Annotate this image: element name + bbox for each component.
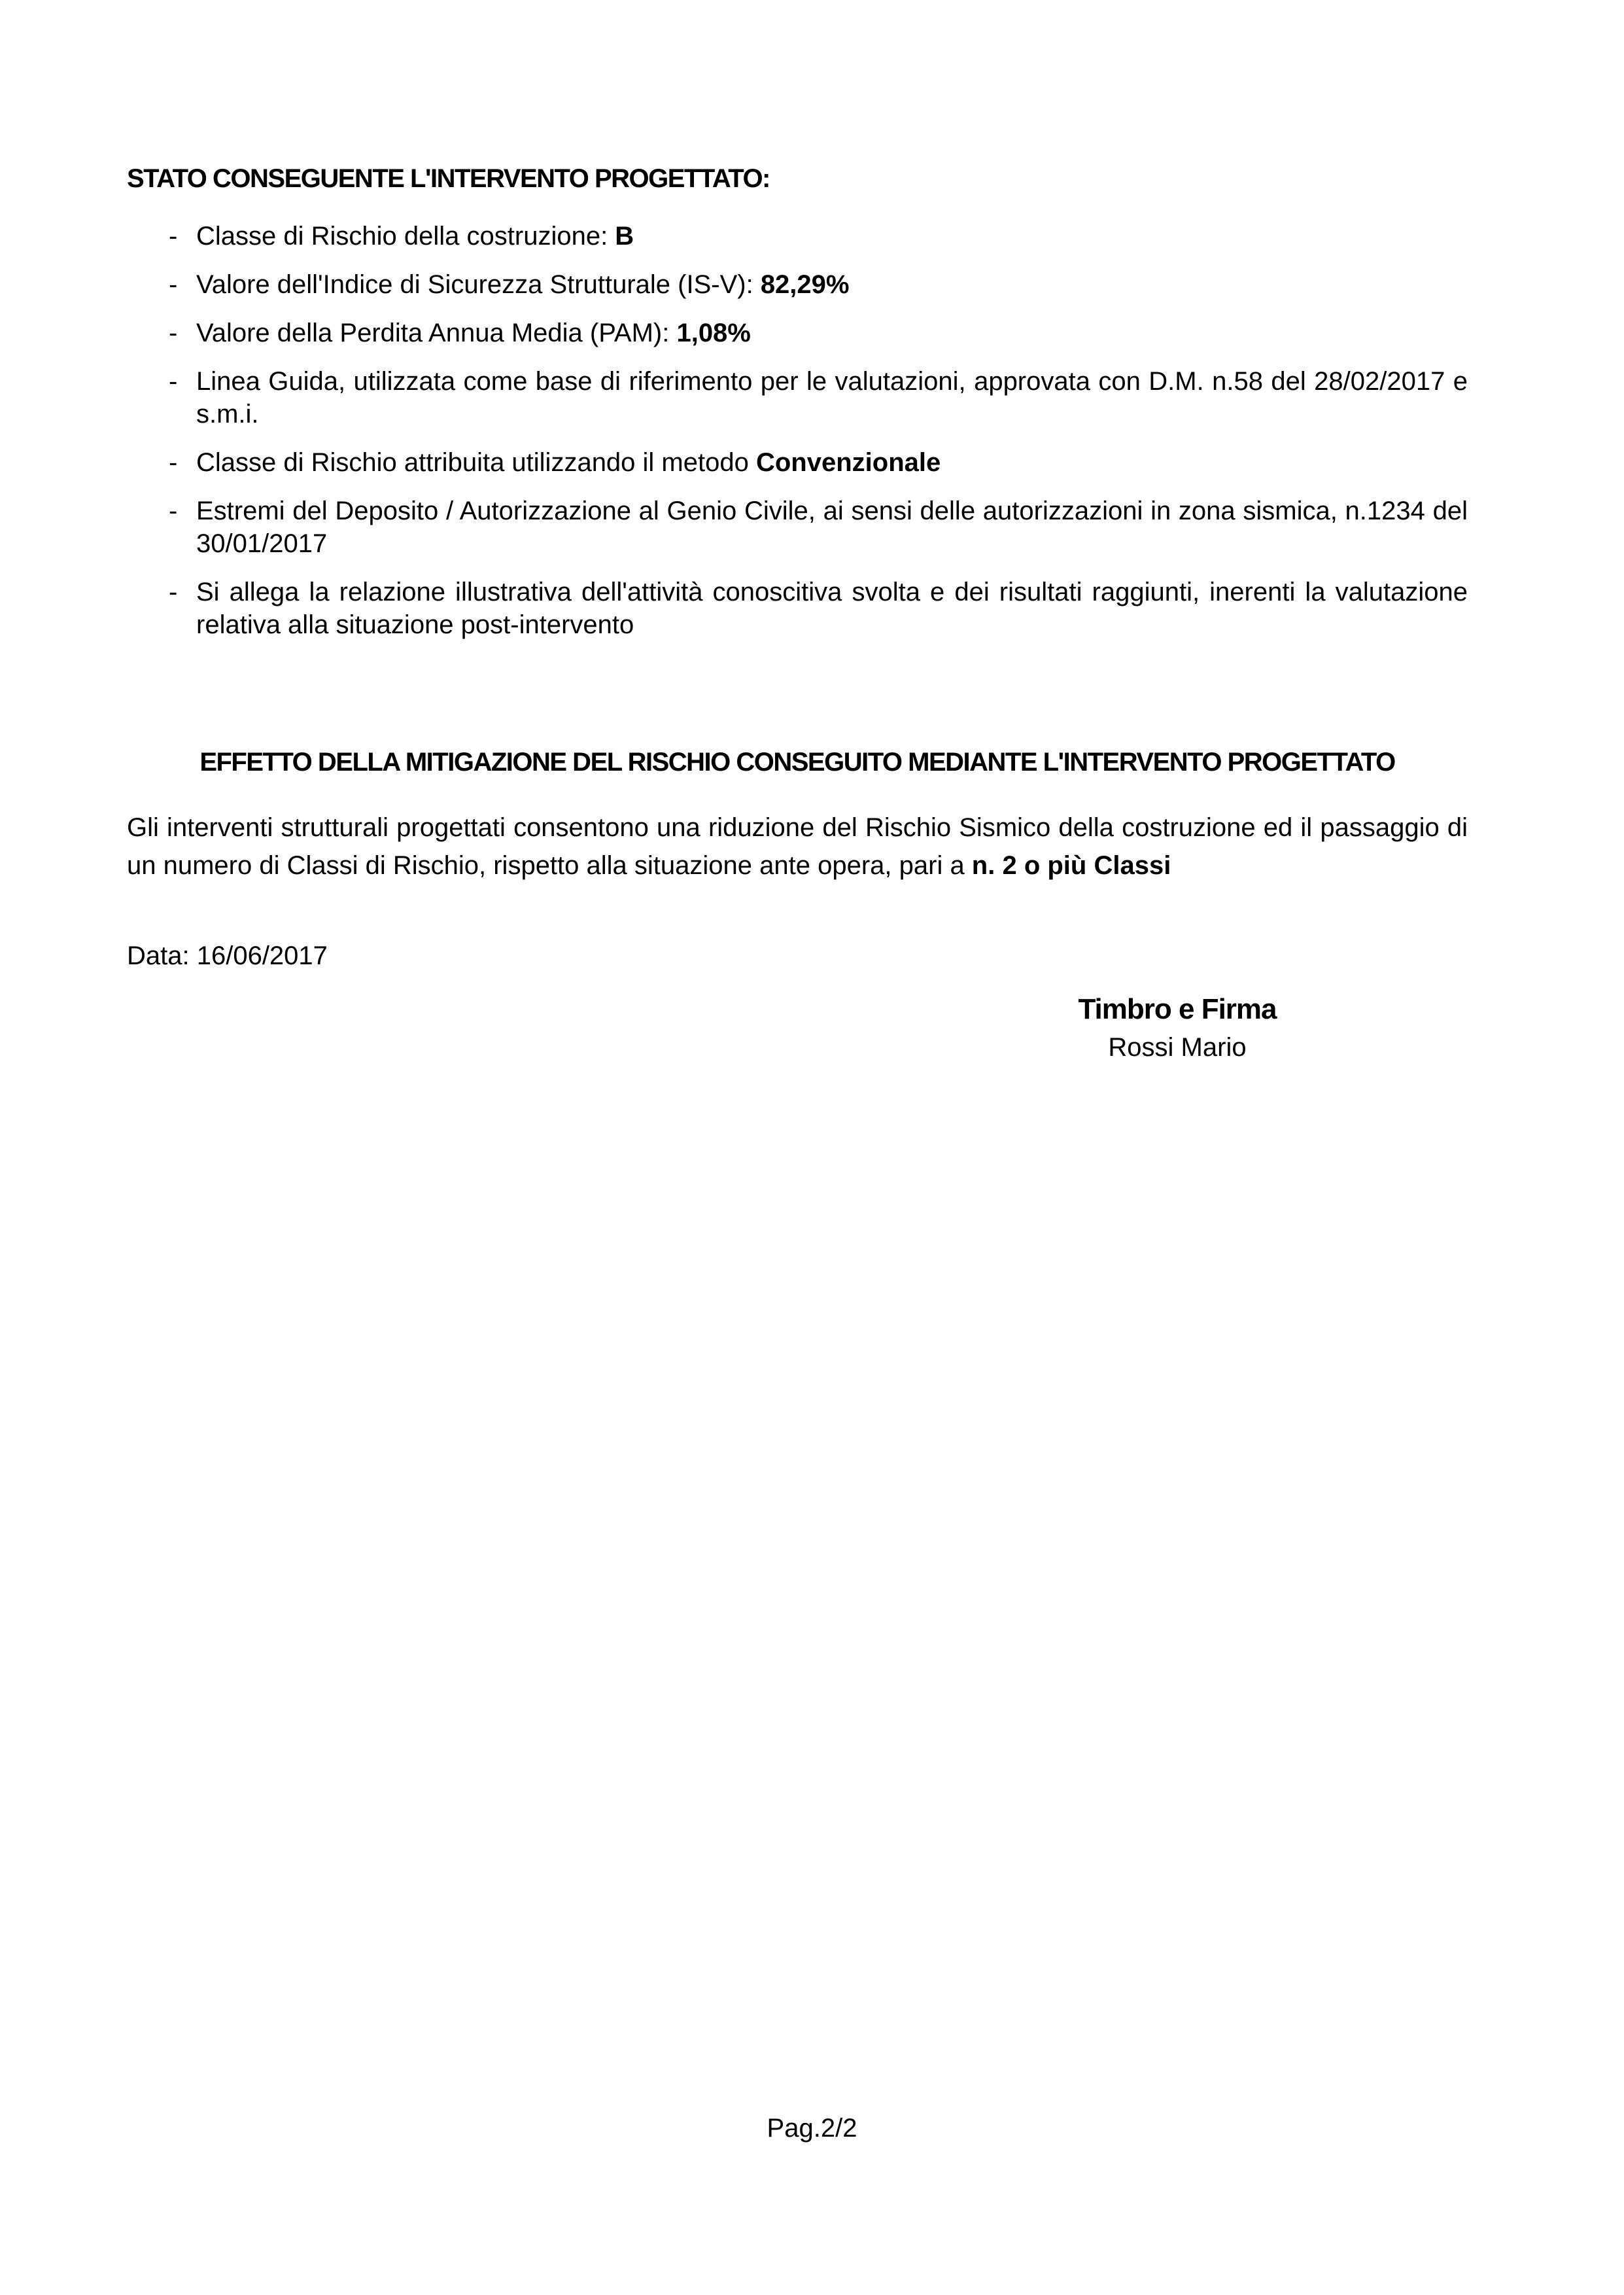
list-item-text: Valore della Perdita Annua Media (PAM): bbox=[196, 319, 677, 347]
document-date: Data: 16/06/2017 bbox=[127, 941, 328, 970]
list-item bbox=[169, 576, 1468, 641]
list-item-text: Si allega la relazione illustrativa dell'attività conoscitiva svolta e dei risultati raggiunti, inerenti la valutazione relativa alla situazione post-intervento bbox=[196, 578, 1468, 639]
list-item bbox=[169, 317, 1468, 349]
list-dash: - bbox=[169, 270, 178, 299]
list-item-value: 82,29% bbox=[760, 270, 850, 299]
section-title-stato-conseguente: STATO CONSEGUENTE L'INTERVENTO PROGETTATO: bbox=[127, 164, 770, 193]
list-item bbox=[169, 365, 1468, 430]
list-item-value: 1,08% bbox=[676, 319, 751, 347]
list-item-text: Classe di Rischio attribuita utilizzando il metodo bbox=[196, 448, 756, 477]
mitigation-paragraph-value: n. 2 o più Classi bbox=[971, 851, 1171, 880]
mitigation-paragraph-text: Gli interventi strutturali progettati consentono una riduzione del Rischio Sismico della costruzione ed il passaggio di un numero di Classi di Rischio, rispetto alla situazione ante opera, pari a bbox=[127, 813, 1468, 880]
signature-block bbox=[1014, 990, 1341, 1066]
page-number: Pag.2/2 bbox=[767, 2114, 857, 2143]
list-dash: - bbox=[169, 448, 178, 477]
list-item-text: Classe di Rischio della costruzione: bbox=[196, 222, 615, 251]
signature-title: Timbro e Firma bbox=[1078, 993, 1277, 1025]
list-item bbox=[169, 446, 1468, 479]
list-item bbox=[169, 495, 1468, 560]
list-item-text: Estremi del Deposito / Autorizzazione al Genio Civile, ai sensi delle autorizzazioni in zona sismica, n.1234 del 30/01/2017 bbox=[196, 497, 1468, 558]
list-item-value: Convenzionale bbox=[755, 448, 941, 477]
list-dash: - bbox=[169, 222, 178, 251]
signature-name: Rossi Mario bbox=[1108, 1033, 1247, 1062]
list-dash: - bbox=[169, 319, 178, 347]
section-title-effetto-mitigazione: EFFETTO DELLA MITIGAZIONE DEL RISCHIO CONSEGUITO MEDIANTE L'INTERVENTO PROGETTATO bbox=[199, 748, 1395, 777]
list-item-text: Valore dell'Indice di Sicurezza Strutturale (IS-V): bbox=[196, 270, 761, 299]
list-item bbox=[169, 268, 1468, 301]
list-dash: - bbox=[169, 578, 178, 606]
list-item bbox=[169, 220, 1468, 253]
risk-details-list bbox=[169, 220, 1468, 657]
list-dash: - bbox=[169, 367, 178, 396]
list-item-text: Linea Guida, utilizzata come base di riferimento per le valutazioni, approvata con D.M. n.58 del 28/02/2017 e s.m.i. bbox=[196, 367, 1468, 429]
list-item-value: B bbox=[615, 222, 634, 251]
mitigation-paragraph bbox=[127, 809, 1468, 885]
list-dash: - bbox=[169, 497, 178, 525]
